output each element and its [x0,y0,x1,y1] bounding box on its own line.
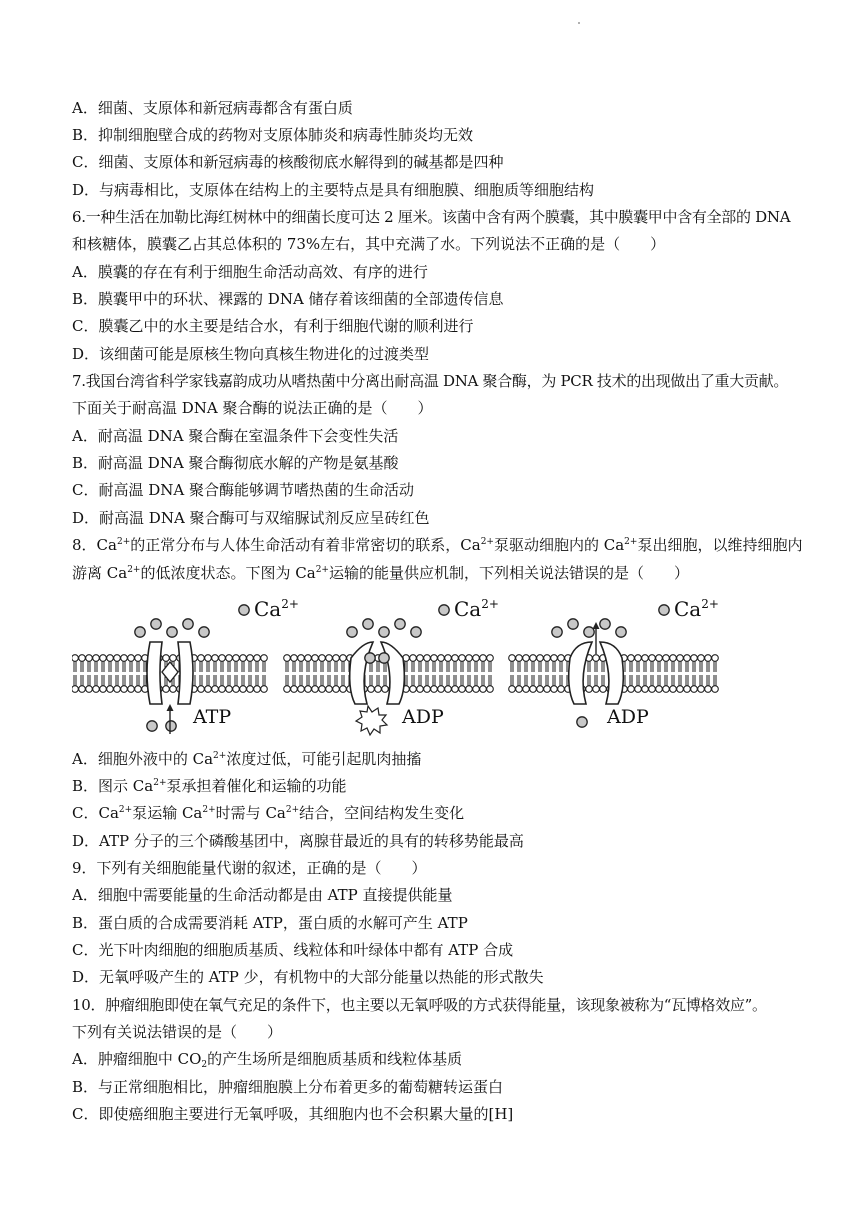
phospholipid-head [340,686,347,693]
phospholipid-head [712,655,719,662]
phospholipid-head [247,686,254,693]
q9-option-c: C．光下叶肉细胞的细胞质基质、线粒体和叶绿体中都有 ATP 合成 [72,941,514,959]
q6-stem-line1: 6.一种生活在加勒比海红树林中的细菌长度可达 2 厘米。该菌中含有两个膜囊，其中膜囊甲中含有全部的 DNA [72,208,791,226]
phospholipid-head [170,686,177,693]
phospholipid-head [261,655,268,662]
q9-stem: 9．下列有关细胞能量代谢的叙述，正确的是（ ） [72,859,427,877]
phospholipid-head [233,686,240,693]
ca-ion [379,627,389,637]
phospholipid-head [93,655,100,662]
phospholipid-head [417,686,424,693]
phospholipid-head [93,686,100,693]
q6-option-b: B．膜囊甲中的环状、裸露的 DNA 储存着该细菌的全部遗传信息 [72,290,504,308]
q5-option-a: A．细菌、支原体和新冠病毒都含有蛋白质 [72,99,353,117]
phospholipid-head [247,655,254,662]
phospholipid-head [698,655,705,662]
phospholipid-head [705,655,712,662]
ca-ion [379,653,389,663]
ca-ion [183,619,193,629]
q10-option-b: B．与正常细胞相比，肿瘤细胞膜上分布着更多的葡萄糖转运蛋白 [72,1078,504,1096]
phospholipid-head [473,655,480,662]
ca-label: $Ca^{2+}$ [454,597,499,621]
phospholipid-head [410,686,417,693]
phospholipid-head [284,655,291,662]
phospholipid-head [135,686,142,693]
phospholipid-head [312,655,319,662]
phospholipid-head [642,655,649,662]
phospholipid-head [205,655,212,662]
phospholipid-head [226,655,233,662]
phospholipid-head [438,686,445,693]
phospholipid-head [135,655,142,662]
phospholipid-head [375,686,382,693]
q7-option-d: D．耐高温 DNA 聚合酶可与双缩脲试剂反应呈砖红色 [72,509,430,527]
ca-pump-left-half [147,642,162,704]
ca-pump-right-half [178,642,193,704]
phospholipid-head [516,686,523,693]
ca-ion [167,627,177,637]
phospholipid-head [368,686,375,693]
atp-label: ATP [193,706,232,728]
ca-ion [568,619,578,629]
phospholipid-head [586,686,593,693]
q10-option-c: C．即使癌细胞主要进行无氧呼吸，其细胞内也不会积累大量的[H] [72,1105,514,1123]
phospholipid-head [537,686,544,693]
phospholipid-head [291,686,298,693]
phospholipid-head [670,686,677,693]
phospholipid-head [298,655,305,662]
phospholipid-head [254,686,261,693]
phospholipid-head [205,686,212,693]
arrow-head [167,704,174,711]
ca-ion [199,627,209,637]
ca-ion [363,619,373,629]
q6-option-d: D．该细菌可能是原核生物向真核生物进化的过渡类型 [72,345,430,363]
phospholipid-head [628,686,635,693]
phospholipid-head [261,686,268,693]
phospholipid-head [121,655,128,662]
phospholipid-head [240,655,247,662]
phospholipid-head [424,686,431,693]
ca-ion [552,627,562,637]
phospholipid-head [684,686,691,693]
phospholipid-head [459,686,466,693]
ca-ion [151,619,161,629]
phospholipid-head [487,655,494,662]
ca-ion [166,721,176,731]
phospholipid-head [473,686,480,693]
phospholipid-head [712,686,719,693]
phospholipid-head [333,655,340,662]
phospholipid-head [691,655,698,662]
phospholipid-head [558,686,565,693]
q10-option-a: A．肿瘤细胞中 $CO_2$的产生场所是细胞质基质和线粒体基质 [72,1050,463,1070]
phospholipid-head [516,655,523,662]
adp-label: ADP [607,706,649,728]
phospholipid-head [523,686,530,693]
ca-pump-right-half [600,642,623,704]
phospholipid-head [226,686,233,693]
phospholipid-head [72,686,78,693]
phospholipid-head [100,655,107,662]
phospholipid-head [312,686,319,693]
ca-ion [577,717,587,727]
ca-pump-left-half [350,642,373,704]
phospholipid-head [480,655,487,662]
ca-ion [659,605,669,615]
phospholipid-head [551,686,558,693]
ca-binding-site [162,662,178,682]
phospholipid-head [333,686,340,693]
q6-option-a: A．膜囊的存在有利于细胞生命活动高效、有序的进行 [72,263,428,281]
q5-option-b: B．抑制细胞壁合成的药物对支原体肺炎和病毒性肺炎均无效 [72,126,474,144]
phospholipid-head [459,655,466,662]
phospholipid-head [705,686,712,693]
phospholipid-head [509,655,516,662]
phospholipid-head [79,655,86,662]
phospholipid-head [530,655,537,662]
q9-option-d: D．无氧呼吸产生的 ATP 少，有机物中的大部分能量以热能的形式散失 [72,968,544,986]
energy-release-burst [356,706,387,735]
q8-option-b: B．图示 $Ca^{2+}$泵承担着催化和运输的功能 [72,777,347,795]
phospholipid-head [438,655,445,662]
q7-option-a: A．耐高温 DNA 聚合酶在室温条件下会变性失活 [72,427,399,445]
phospholipid-head [452,686,459,693]
phospholipid-head [198,655,205,662]
phospholipid-head [670,655,677,662]
phospholipid-head [72,655,78,662]
phospholipid-head [128,686,135,693]
phospholipid-head [487,686,494,693]
phospholipid-head [628,655,635,662]
phospholipid-head [480,686,487,693]
phospholipid-head [635,686,642,693]
phospholipid-head [233,655,240,662]
phospholipid-head [600,686,607,693]
phospholipid-head [537,655,544,662]
q7-option-b: B．耐高温 DNA 聚合酶彻底水解的产物是氨基酸 [72,454,399,472]
ca-ion [135,627,145,637]
q7-stem-line2: 下面关于耐高温 DNA 聚合酶的说法正确的是（ ） [72,399,433,417]
ca-ion [147,721,157,731]
phospholipid-head [219,655,226,662]
ca-ion [600,619,610,629]
q9-option-b: B．蛋白质的合成需要消耗 ATP，蛋白质的水解可产生 ATP [72,914,468,932]
q5-option-c: C．细菌、支原体和新冠病毒的核酸彻底水解得到的碱基都是四种 [72,153,504,171]
q8-stem-line1: 8．$Ca^{2+}$的正常分布与人体生命活动有着非常密切的联系，$Ca^{2+}$泵驱动细胞内的 $Ca^{2+}$泵出细胞，以维持细胞内 [72,536,803,554]
phospholipid-head [319,686,326,693]
q7-option-c: C．耐高温 DNA 聚合酶能够调节嗜热菌的生命活动 [72,481,414,499]
phospholipid-head [417,655,424,662]
phospholipid-head [642,686,649,693]
phospholipid-head [114,686,121,693]
ca-pump-membrane-diagram [72,594,722,742]
phospholipid-head [445,686,452,693]
phospholipid-head [212,655,219,662]
phospholipid-head [170,655,177,662]
phospholipid-head [431,655,438,662]
phospholipid-head [240,686,247,693]
phospholipid-head [319,655,326,662]
phospholipid-head [128,655,135,662]
phospholipid-head [544,655,551,662]
phospholipid-head [551,655,558,662]
phospholipid-head [163,655,170,662]
q6-option-c: C．膜囊乙中的水主要是结合水，有利于细胞代谢的顺利进行 [72,317,474,335]
phospholipid-head [326,686,333,693]
phospholipid-head [530,686,537,693]
ca-ion [395,619,405,629]
phospholipid-head [79,686,86,693]
phospholipid-head [593,655,600,662]
phospholipid-head [691,686,698,693]
phospholipid-head [305,686,312,693]
phospholipid-head [593,686,600,693]
ca-pump-right-half [381,642,404,704]
phospholipid-head [684,655,691,662]
ca-label: $Ca^{2+}$ [254,597,299,621]
phospholipid-head [219,686,226,693]
phospholipid-head [677,686,684,693]
ca-pump-left-half [569,642,592,704]
phospholipid-head [466,686,473,693]
phospholipid-head [649,655,656,662]
phospholipid-head [198,686,205,693]
phospholipid-head [656,686,663,693]
ca-ion [584,627,594,637]
phospholipid-head [410,655,417,662]
phospholipid-head [466,655,473,662]
phospholipid-head [424,655,431,662]
phospholipid-head [523,655,530,662]
phospholipid-head [635,655,642,662]
phospholipid-head [649,686,656,693]
ca-ion [411,627,421,637]
q10-stem-line1: 10．肿瘤细胞即使在氧气充足的条件下，也主要以无氧呼吸的方式获得能量，该现象被称为“瓦博格效应”。 [72,996,767,1014]
adp-label: ADP [402,706,444,728]
phospholipid-head [254,655,261,662]
q5-option-d: D．与病毒相比，支原体在结构上的主要特点是具有细胞膜、细胞质等细胞结构 [72,181,595,199]
phospholipid-head [431,686,438,693]
q8-option-d: D．ATP 分子的三个磷酸基团中，离腺苷最近的具有的转移势能最高 [72,832,524,850]
phospholipid-head [544,686,551,693]
ca-ion [616,627,626,637]
phospholipid-head [698,686,705,693]
phospholipid-head [445,655,452,662]
phospholipid-head [509,686,516,693]
phospholipid-head [121,686,128,693]
ca-ion [439,605,449,615]
phospholipid-head [86,655,93,662]
phospholipid-head [452,655,459,662]
phospholipid-head [677,655,684,662]
q9-option-a: A．细胞中需要能量的生命活动都是由 ATP 直接提供能量 [72,886,453,904]
phospholipid-head [107,655,114,662]
phospholipid-head [656,655,663,662]
arrow-head [593,622,600,629]
phospholipid-head [100,686,107,693]
phospholipid-head [212,686,219,693]
q8-stem-line2: 游离 $Ca^{2+}$的低浓度状态。下图为 $Ca^{2+}$运输的能量供应机制，下列相关说法错误的是（ ） [72,564,689,582]
phospholipid-head [114,655,121,662]
phospholipid-head [298,686,305,693]
phospholipid-head [340,655,347,662]
phospholipid-head [663,655,670,662]
ca-ion [347,627,357,637]
phospholipid-head [326,655,333,662]
phospholipid-head [163,686,170,693]
phospholipid-head [291,655,298,662]
phospholipid-head [305,655,312,662]
ca-label: $Ca^{2+}$ [674,597,719,621]
phospholipid-head [107,686,114,693]
ca-ion [239,605,249,615]
phospholipid-head [663,686,670,693]
q10-stem-line2: 下列有关说法错误的是（ ） [72,1023,283,1041]
q7-stem-line1: 7.我国台湾省科学家钱嘉韵成功从嗜热菌中分离出耐高温 DNA 聚合酶，为 PCR 技术的出现做出了重大贡献。 [72,372,789,390]
scan-dot [578,22,580,24]
q8-option-c: C．$Ca^{2+}$泵运输 $Ca^{2+}$时需与 $Ca^{2+}$结合，空间结构发生变化 [72,804,465,822]
q6-stem-line2: 和核糖体，膜囊乙占其总体积的 73%左右，其中充满了水。下列说法不正确的是（ ） [72,235,666,253]
phospholipid-head [86,686,93,693]
ca-ion [365,653,375,663]
phospholipid-head [558,655,565,662]
phospholipid-head [382,686,389,693]
q8-option-a: A．细胞外液中的 $Ca^{2+}$浓度过低，可能引起肌肉抽搐 [72,750,422,768]
phospholipid-head [284,686,291,693]
